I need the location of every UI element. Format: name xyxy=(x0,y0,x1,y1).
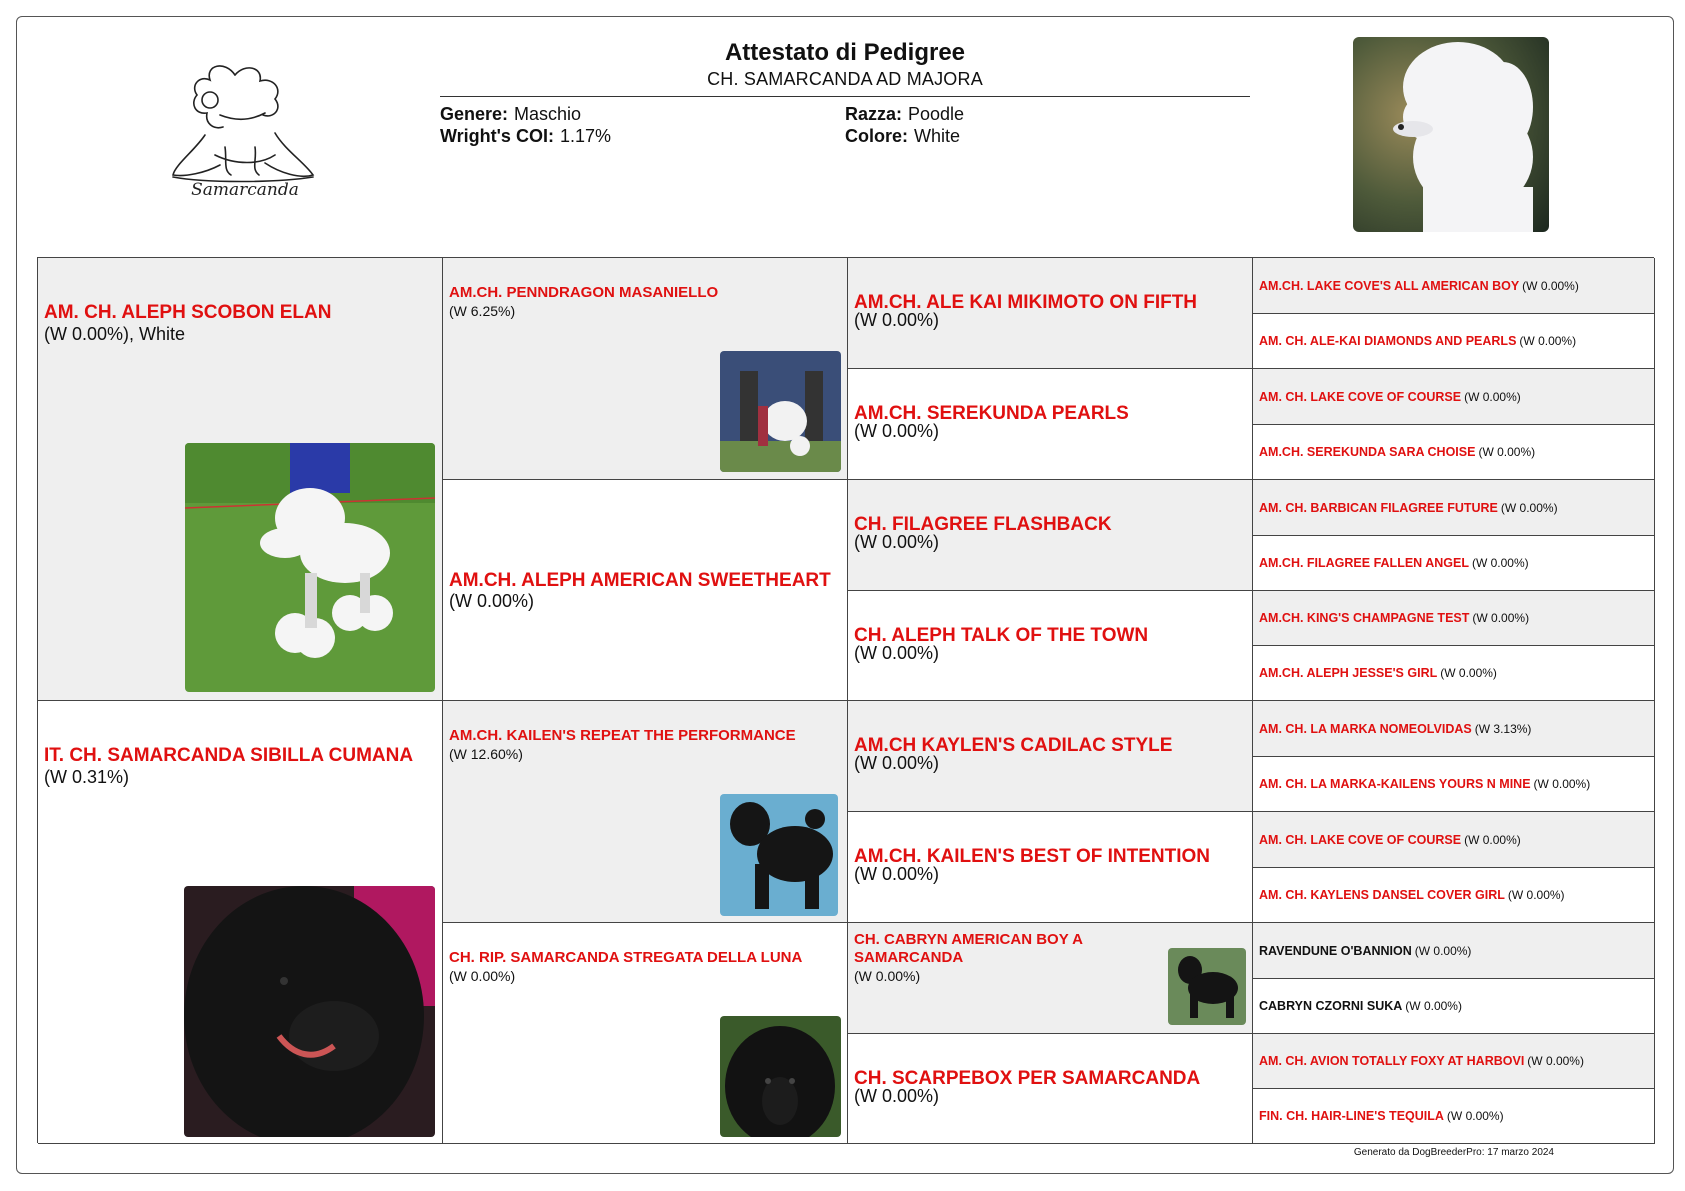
ancestor-info: (W 0.00%) xyxy=(1464,832,1521,847)
ancestor-info: (W 0.00%) xyxy=(854,864,940,884)
certificate-header xyxy=(440,38,1250,147)
ancestor-info: (W 12.60%) xyxy=(449,746,523,762)
ancestor-name: CABRYN CZORNI SUKA xyxy=(1259,999,1403,1013)
document-title: Attestato di Pedigree xyxy=(724,39,966,66)
ancestor-name: AM.CH. ALE KAI MIKIMOTO ON FIFTH xyxy=(854,292,1198,313)
ancestor-name: RAVENDUNE O'BANNION xyxy=(1259,943,1412,958)
ancestor-name: AM. CH. LA MARKA-KAILENS YOURS N MINE xyxy=(1259,777,1531,791)
gender-value: Maschio xyxy=(514,104,582,124)
gen2-cell-2 xyxy=(443,480,848,701)
ancestor-info: (W 0.00%) xyxy=(1472,611,1530,625)
ancestor-name: AM. CH. LA MARKA NOMEOLVIDAS xyxy=(1259,721,1472,736)
ancestor-name: CH. SCARPEBOX PER SAMARCANDA xyxy=(854,1068,1201,1089)
ancestor-info: (W 0.00%) xyxy=(854,310,940,330)
pedigree-table xyxy=(37,257,1654,1143)
dog-info xyxy=(440,103,1250,147)
gen3-cell-1 xyxy=(848,258,1253,369)
gen4-cell-14 xyxy=(1253,979,1655,1034)
ancestor-info: (W 0.00%) xyxy=(854,968,921,984)
ancestor-name: AM. CH. ALE-KAI DIAMONDS AND PEARLS xyxy=(1259,334,1517,348)
gen4-cell-4 xyxy=(1253,425,1655,480)
gen4-cell-6 xyxy=(1253,536,1655,591)
ancestor-name: AM.CH. LAKE COVE'S ALL AMERICAN BOY xyxy=(1259,278,1520,293)
gen4-cell-12 xyxy=(1253,868,1655,923)
ancestor-name: AM.CH. ALEPH AMERICAN SWEETHEART xyxy=(449,570,831,591)
ancestor-info: (W 0.00%) xyxy=(1414,943,1472,958)
ancestor-info: (W 0.00%) xyxy=(1478,445,1536,459)
ancestor-info: (W 0.00%) xyxy=(1533,777,1591,791)
ancestor-name: AM. CH. LAKE COVE OF COURSE xyxy=(1259,389,1462,404)
dam-name: IT. CH. SAMARCANDA SIBILLA CUMANA xyxy=(44,745,414,766)
ancestor-name: AM. CH. AVION TOTALLY FOXY AT HARBOVI xyxy=(1259,1054,1525,1068)
ancestor-info: (W 0.00%) xyxy=(1471,556,1529,570)
gen4-cell-10 xyxy=(1253,757,1655,812)
dog-name: CH. SAMARCANDA AD MAJORA xyxy=(440,68,1250,97)
ancestor-info: (W 0.00%) xyxy=(854,643,940,663)
ancestor-info: (W 0.00%) xyxy=(1464,389,1521,404)
ancestor-info: (W 0.00%) xyxy=(449,968,516,984)
ancestor-name: AM.CH. KAILEN'S REPEAT THE PERFORMANCE xyxy=(449,727,796,744)
ancestor-info: (W 0.00%) xyxy=(854,532,940,552)
gen4-cell-9 xyxy=(1253,701,1655,757)
color-value: White xyxy=(914,126,961,146)
gen2-cell-1 xyxy=(443,258,848,480)
gen4-cell-1 xyxy=(1253,258,1655,314)
ancestor-info: (W 0.00%) xyxy=(1440,666,1497,680)
gen4-cell-11 xyxy=(1253,812,1655,868)
ancestor-name: CH. RIP. SAMARCANDA STREGATA DELLA LUNA xyxy=(449,949,803,966)
gen4-cell-3 xyxy=(1253,369,1655,425)
gen4-cell-13 xyxy=(1253,923,1655,979)
ancestor-name: AM. CH. LAKE COVE OF COURSE xyxy=(1259,832,1462,847)
ancestor-name: AM.CH. FILAGREE FALLEN ANGEL xyxy=(1259,556,1469,570)
ancestor-info: (W 0.00%) xyxy=(1405,999,1462,1013)
ancestor-info: (W 0.00%) xyxy=(1500,500,1558,515)
ancestor-info: (W 6.25%) xyxy=(449,303,516,319)
coi-label: Wright's COI: xyxy=(440,126,554,146)
breed-label: Razza: xyxy=(845,104,903,124)
ancestor-photo xyxy=(1168,948,1246,1025)
ancestor-info: (W 0.00%) xyxy=(854,753,940,773)
ancestor-name: AM.CH. SEREKUNDA SARA CHOISE xyxy=(1259,445,1476,459)
sire-cell xyxy=(38,258,443,701)
gender-label: Genere: xyxy=(440,104,509,124)
dam-info: (W 0.31%) xyxy=(44,767,130,787)
sire-info: (W 0.00%), White xyxy=(44,324,186,344)
ancestor-info: (W 0.00%) xyxy=(1507,888,1565,902)
ancestor-info: (W 0.00%) xyxy=(854,421,940,441)
color-label: Colore: xyxy=(845,126,908,146)
gen4-cell-2 xyxy=(1253,314,1655,369)
gen4-cell-8 xyxy=(1253,646,1655,701)
coi-value: 1.17% xyxy=(559,126,611,146)
ancestor-name: CH. FILAGREE FLASHBACK xyxy=(854,514,1112,535)
ancestor-info: (W 0.00%) xyxy=(449,591,535,611)
gen3-cell-8 xyxy=(848,1034,1253,1144)
generated-footer: Generato da DogBreederPro: 17 marzo 2024 xyxy=(1353,1147,1554,1158)
gen2-cell-4 xyxy=(443,923,848,1144)
ancestor-photo xyxy=(720,794,838,916)
breed-value: Poodle xyxy=(908,104,965,124)
gen4-cell-5 xyxy=(1253,480,1655,536)
ancestor-photo xyxy=(720,1016,841,1137)
ancestor-name: FIN. CH. HAIR-LINE'S TEQUILA xyxy=(1259,1109,1444,1123)
gen4-cell-16 xyxy=(1253,1089,1655,1144)
ancestor-name: CH. ALEPH TALK OF THE TOWN xyxy=(854,625,1149,646)
ancestor-name: AM. CH. KAYLENS DANSEL COVER GIRL xyxy=(1259,888,1505,902)
ancestor-info: (W 3.13%) xyxy=(1474,721,1532,736)
ancestor-name: AM.CH KAYLEN'S CADILAC STYLE xyxy=(854,735,1173,756)
ancestor-info: (W 0.00%) xyxy=(1446,1109,1504,1123)
dam-photo xyxy=(184,886,435,1137)
main-dog-photo xyxy=(1353,37,1549,232)
gen3-cell-4 xyxy=(848,591,1253,701)
ancestor-name: AM.CH. PENNDRAGON MASANIELLO xyxy=(449,284,719,301)
ancestor-info: (W 0.00%) xyxy=(1519,334,1577,348)
ancestor-name: AM.CH. ALEPH JESSE'S GIRL xyxy=(1259,666,1438,680)
sire-photo xyxy=(185,443,435,692)
ancestor-photo xyxy=(720,351,841,472)
ancestor-name: AM. CH. BARBICAN FILAGREE FUTURE xyxy=(1259,500,1498,515)
gen3-cell-5 xyxy=(848,701,1253,812)
ancestor-info: (W 0.00%) xyxy=(1527,1054,1584,1068)
ancestor-info: (W 0.00%) xyxy=(1522,278,1579,293)
ancestor-name: AM.CH. KAILEN'S BEST OF INTENTION xyxy=(854,846,1211,867)
gen3-cell-6 xyxy=(848,812,1253,923)
ancestor-name: AM.CH. SEREKUNDA PEARLS xyxy=(854,403,1129,424)
sire-name: AM. CH. ALEPH SCOBON ELAN xyxy=(44,302,332,323)
kennel-logo xyxy=(165,55,325,205)
gen3-cell-2 xyxy=(848,369,1253,480)
gen3-cell-7 xyxy=(848,923,1253,1034)
gen2-cell-3 xyxy=(443,701,848,923)
ancestor-name: CH. CABRYN AMERICAN BOY A SAMARCANDA xyxy=(854,931,1083,966)
ancestor-info: (W 0.00%) xyxy=(854,1086,940,1106)
gen4-cell-7 xyxy=(1253,591,1655,646)
svg-text:Samarcanda: Samarcanda xyxy=(191,180,299,200)
gen3-cell-3 xyxy=(848,480,1253,591)
ancestor-name: AM.CH. KING'S CHAMPAGNE TEST xyxy=(1259,611,1470,625)
gen4-cell-15 xyxy=(1253,1034,1655,1089)
dam-cell xyxy=(38,701,443,1144)
